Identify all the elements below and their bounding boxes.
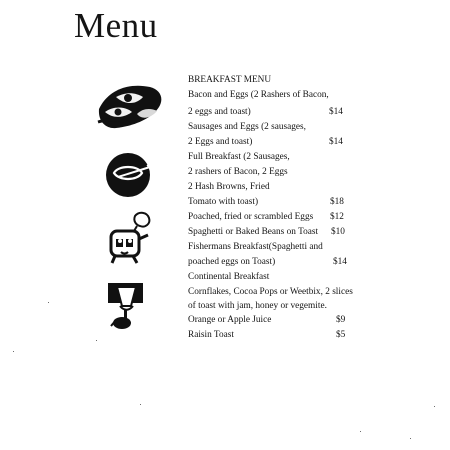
menu-line-17: Raisin Toast <box>188 330 234 340</box>
menu-line-3: Sausages and Eggs (2 sausages, <box>188 122 306 132</box>
menu-line-16: Orange or Apple Juice <box>188 315 272 325</box>
price-1: $14 <box>329 107 343 117</box>
menu-line-14: Cornflakes, Cocoa Pops or Weetbix, 2 slices <box>188 287 353 297</box>
price-2: $14 <box>329 137 343 147</box>
menu-line-8: Tomato with toast) <box>188 197 259 207</box>
menu-heading: BREAKFAST MENU <box>188 75 272 85</box>
paper-speck <box>13 351 14 352</box>
price-8: $5 <box>336 330 346 340</box>
page-title: Menu <box>74 6 158 45</box>
paper-speck <box>360 431 361 432</box>
paper-speck <box>48 302 49 303</box>
menu-line-10: Spaghetti or Baked Beans on Toast <box>188 227 319 237</box>
paper-speck <box>410 438 411 439</box>
menu-line-13: Continental Breakfast <box>188 272 270 282</box>
menu-line-2: 2 eggs and toast) <box>188 107 251 117</box>
paper-speck <box>140 404 141 405</box>
paper-speck <box>96 340 97 341</box>
paper-speck <box>434 406 435 407</box>
menu-line-11: Fishermans Breakfast(Spaghetti and <box>188 242 323 252</box>
menu-line-9: Poached, fried or scrambled Eggs <box>188 212 314 222</box>
menu-line-12: poached eggs on Toast) <box>188 257 276 267</box>
price-5: $10 <box>331 227 345 237</box>
menu-line-7: 2 Hash Browns, Fried <box>188 182 270 192</box>
price-6: $14 <box>333 257 347 267</box>
price-7: $9 <box>336 315 346 325</box>
menu-line-5: Full Breakfast (2 Sausages, <box>188 152 290 162</box>
menu-line-15: of toast with jam, honey or vegemite. <box>188 301 327 311</box>
price-3: $18 <box>330 197 344 207</box>
price-4: $12 <box>330 212 344 222</box>
menu-line-6: 2 rashers of Bacon, 2 Eggs <box>188 167 288 177</box>
menu-line-4: 2 Eggs and toast) <box>188 137 253 147</box>
menu-line-1: Bacon and Eggs (2 Rashers of Bacon, <box>188 90 329 100</box>
